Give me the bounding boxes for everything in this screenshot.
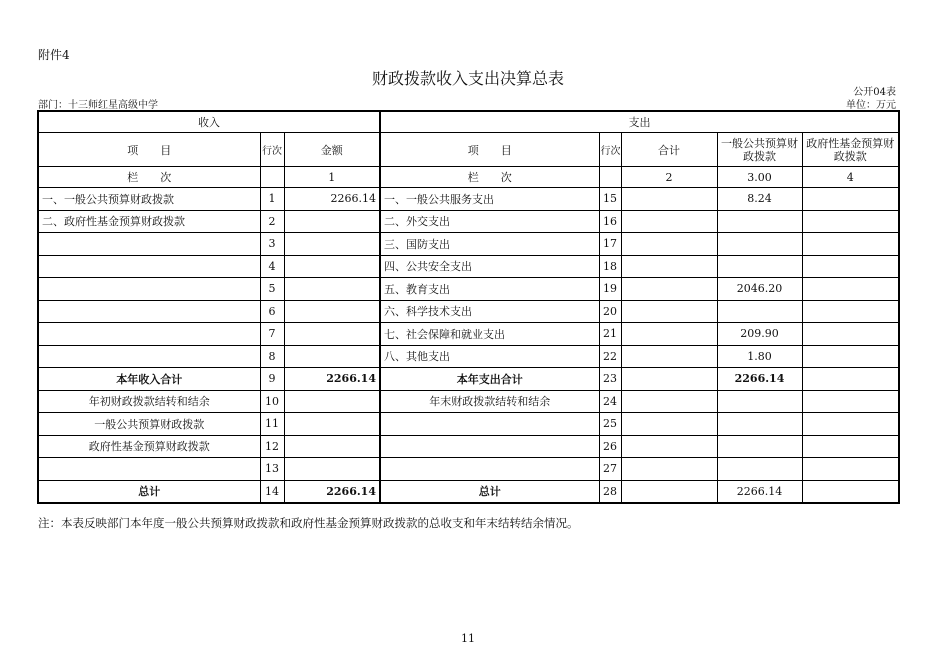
table-row — [38, 435, 899, 458]
general-budget-cell: 1.80 — [717, 345, 802, 368]
expense-total-cell — [621, 210, 717, 233]
lanci-amount: 1 — [284, 167, 380, 188]
year-income-total-amount: 2266.14 — [284, 368, 380, 391]
income-line-header: 行次 — [260, 133, 284, 167]
lanci-total: 2 — [621, 167, 717, 188]
income-line-cell: 12 — [260, 435, 284, 458]
fund-budget-cell — [802, 233, 899, 256]
expense-item-cell — [380, 458, 599, 481]
fund-budget-cell — [802, 458, 899, 481]
table-row — [38, 233, 899, 256]
year-expense-total-line: 23 — [599, 368, 621, 391]
page-number: 11 — [461, 632, 475, 645]
income-amount-cell — [284, 323, 380, 346]
income-section-header: 收入 — [38, 111, 380, 133]
income-amount-cell — [284, 435, 380, 458]
expense-line-cell: 19 — [599, 278, 621, 301]
expense-line-cell: 27 — [599, 458, 621, 481]
general-budget-cell — [717, 390, 802, 413]
year-expense-total-label: 本年支出合计 — [380, 368, 599, 391]
general-budget-cell: 2046.20 — [717, 278, 802, 301]
expense-item-cell — [380, 435, 599, 458]
income-amount-cell — [284, 233, 380, 256]
income-item-cell: 二、政府性基金预算财政拨款 — [38, 210, 260, 233]
general-budget-cell: 209.90 — [717, 323, 802, 346]
form-code: 公开04表 — [853, 87, 896, 98]
expense-total-cell — [621, 323, 717, 346]
income-amount-cell: 2266.14 — [284, 188, 380, 211]
income-line-cell: 1 — [260, 188, 284, 211]
expense-total-cell — [621, 278, 717, 301]
expense-item-header: 项 目 — [380, 133, 599, 167]
expense-total-header: 合计 — [621, 133, 717, 167]
expense-item-cell — [380, 413, 599, 436]
income-amount-cell — [284, 413, 380, 436]
income-line-cell: 4 — [260, 255, 284, 278]
expense-line-cell: 24 — [599, 390, 621, 413]
expense-line-cell: 16 — [599, 210, 621, 233]
fund-budget-cell — [802, 300, 899, 323]
fund-budget-cell — [802, 278, 899, 301]
table-row — [38, 188, 899, 211]
expense-item-cell: 年末财政拨款结转和结余 — [380, 390, 599, 413]
income-item-cell: 一般公共预算财政拨款 — [38, 413, 260, 436]
expense-total-cell — [621, 255, 717, 278]
expense-item-cell: 三、国防支出 — [380, 233, 599, 256]
general-budget-cell — [717, 255, 802, 278]
table-row — [38, 255, 899, 278]
page-title: 财政拨款收入支出决算总表 — [371, 69, 564, 88]
lanci-line-blank — [260, 167, 284, 188]
footnote: 注：本表反映部门本年度一般公共预算财政拨款和政府性基金预算财政拨款的总收支和年末结转结余情况。 — [38, 516, 579, 530]
expense-line-cell: 15 — [599, 188, 621, 211]
grand-income-line: 14 — [260, 480, 284, 503]
income-amount-cell — [284, 345, 380, 368]
grand-expense-sum — [621, 480, 717, 503]
expense-item-cell: 二、外交支出 — [380, 210, 599, 233]
income-amount-cell — [284, 458, 380, 481]
income-line-cell: 8 — [260, 345, 284, 368]
general-budget-header: 一般公共预算财政拨款 — [717, 133, 802, 167]
income-line-cell: 7 — [260, 323, 284, 346]
grand-expense-label: 总计 — [380, 480, 599, 503]
fund-budget-cell — [802, 345, 899, 368]
expense-item-cell: 五、教育支出 — [380, 278, 599, 301]
lanci-line-blank — [599, 167, 621, 188]
table-row — [38, 390, 899, 413]
general-budget-cell — [717, 300, 802, 323]
expense-item-cell: 八、其他支出 — [380, 345, 599, 368]
expense-line-cell: 20 — [599, 300, 621, 323]
income-line-cell: 3 — [260, 233, 284, 256]
income-item-cell: 一、一般公共预算财政拨款 — [38, 188, 260, 211]
income-item-cell — [38, 278, 260, 301]
general-budget-cell — [717, 458, 802, 481]
expense-section-header: 支出 — [380, 111, 899, 133]
table-row — [38, 345, 899, 368]
general-budget-cell — [717, 210, 802, 233]
fund-budget-cell — [802, 188, 899, 211]
income-amount-cell — [284, 278, 380, 301]
grand-income-label: 总计 — [38, 480, 260, 503]
expense-total-cell — [621, 390, 717, 413]
unit-label: 单位：万元 — [846, 100, 896, 111]
lanci-general: 3.00 — [717, 167, 802, 188]
expense-total-cell — [621, 435, 717, 458]
expense-item-cell: 七、社会保障和就业支出 — [380, 323, 599, 346]
expense-line-cell: 18 — [599, 255, 621, 278]
attachment-label: 附件4 — [38, 48, 70, 62]
lanci-label: 栏 次 — [380, 167, 599, 188]
expense-line-cell: 22 — [599, 345, 621, 368]
expense-total-cell — [621, 458, 717, 481]
expense-item-cell: 四、公共安全支出 — [380, 255, 599, 278]
income-amount-cell — [284, 255, 380, 278]
income-line-cell: 11 — [260, 413, 284, 436]
grand-expense-fund — [802, 480, 899, 503]
table-row — [38, 323, 899, 346]
income-line-cell: 2 — [260, 210, 284, 233]
year-income-total-label: 本年收入合计 — [38, 368, 260, 391]
grand-expense-general: 2266.14 — [717, 480, 802, 503]
income-line-cell: 13 — [260, 458, 284, 481]
general-budget-cell — [717, 435, 802, 458]
income-line-cell: 6 — [260, 300, 284, 323]
income-line-cell: 10 — [260, 390, 284, 413]
income-amount-cell — [284, 300, 380, 323]
fund-budget-cell — [802, 390, 899, 413]
budget-summary-table — [37, 110, 900, 504]
grand-income-amount: 2266.14 — [284, 480, 380, 503]
expense-total-cell — [621, 413, 717, 436]
lanci-label: 栏 次 — [38, 167, 260, 188]
income-item-cell — [38, 300, 260, 323]
fund-budget-cell — [802, 413, 899, 436]
general-budget-cell — [717, 233, 802, 256]
year-expense-total-general: 2266.14 — [717, 368, 802, 391]
general-budget-cell: 8.24 — [717, 188, 802, 211]
table-row — [38, 210, 899, 233]
expense-line-cell: 26 — [599, 435, 621, 458]
table-row — [38, 300, 899, 323]
year-income-total-line: 9 — [260, 368, 284, 391]
department-label: 部门：十三师红星高级中学 — [38, 100, 158, 111]
grand-expense-line: 28 — [599, 480, 621, 503]
fund-budget-cell — [802, 255, 899, 278]
income-item-cell — [38, 255, 260, 278]
expense-item-cell: 六、科学技术支出 — [380, 300, 599, 323]
year-expense-total-sum — [621, 368, 717, 391]
fund-budget-cell — [802, 210, 899, 233]
income-item-header: 项 目 — [38, 133, 260, 167]
year-expense-total-fund — [802, 368, 899, 391]
expense-total-cell — [621, 188, 717, 211]
table-row — [38, 278, 899, 301]
expense-line-cell: 17 — [599, 233, 621, 256]
fund-budget-cell — [802, 435, 899, 458]
expense-total-cell — [621, 345, 717, 368]
expense-total-cell — [621, 233, 717, 256]
expense-total-cell — [621, 300, 717, 323]
lanci-fund: 4 — [802, 167, 899, 188]
expense-line-header: 行次 — [599, 133, 621, 167]
table-row — [38, 413, 899, 436]
expense-line-cell: 25 — [599, 413, 621, 436]
income-line-cell: 5 — [260, 278, 284, 301]
income-item-cell: 年初财政拨款结转和结余 — [38, 390, 260, 413]
income-amount-cell — [284, 390, 380, 413]
fund-budget-cell — [802, 323, 899, 346]
income-amount-cell — [284, 210, 380, 233]
general-budget-cell — [717, 413, 802, 436]
income-item-cell — [38, 458, 260, 481]
income-item-cell: 政府性基金预算财政拨款 — [38, 435, 260, 458]
expense-item-cell: 一、一般公共服务支出 — [380, 188, 599, 211]
table-row — [38, 458, 899, 481]
income-item-cell — [38, 233, 260, 256]
income-item-cell — [38, 345, 260, 368]
fund-budget-header: 政府性基金预算财政拨款 — [802, 133, 899, 167]
income-item-cell — [38, 323, 260, 346]
expense-line-cell: 21 — [599, 323, 621, 346]
income-amount-header: 金额 — [284, 133, 380, 167]
